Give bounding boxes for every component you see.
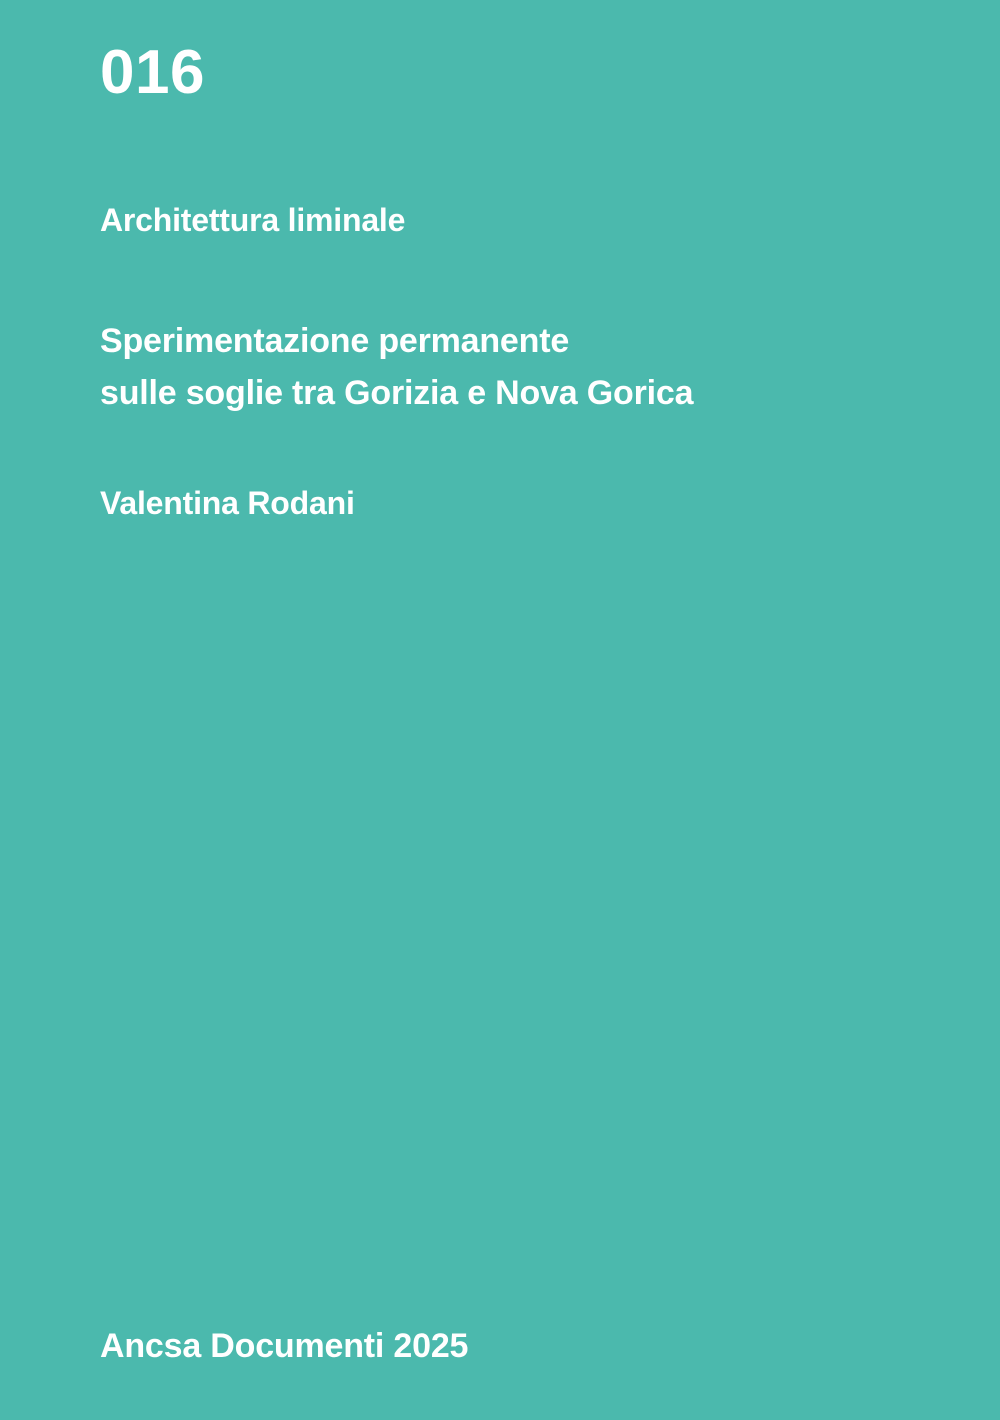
main-title-line-2: sulle soglie tra Gorizia e Nova Gorica (100, 373, 694, 412)
publisher-line: Ancsa Documenti 2025 (100, 1327, 469, 1366)
issue-number: 016 (100, 38, 205, 107)
page-title (100, 316, 693, 419)
main-title-line-1: Sperimentazione permanente (100, 322, 570, 360)
author-name: Valentina Rodani (100, 485, 355, 521)
series-title: Architettura liminale (100, 202, 406, 238)
